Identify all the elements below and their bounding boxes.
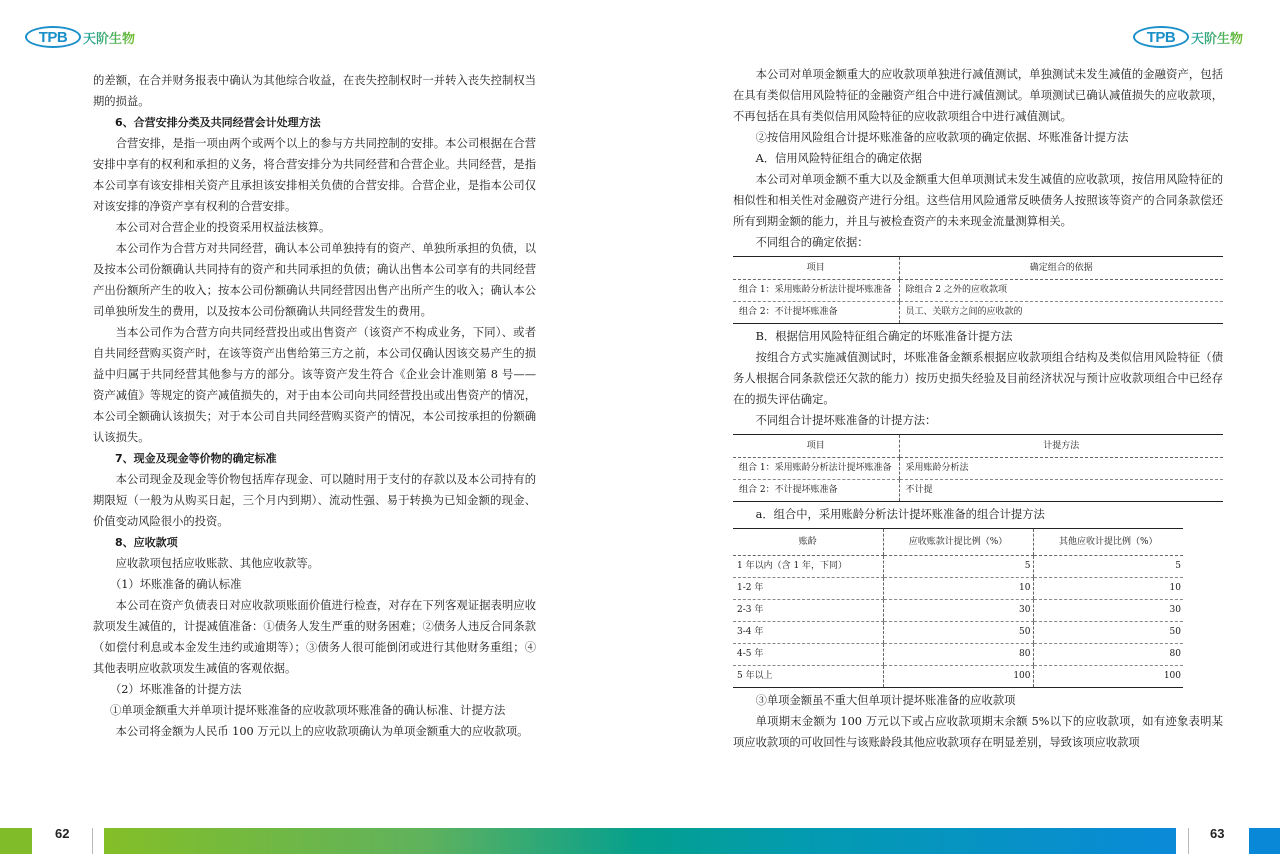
footer-blue-block (1249, 828, 1280, 854)
table-cell: 组合 2：不计提坏账准备 (739, 307, 838, 317)
table-cell: 组合 2：不计提坏账准备 (739, 485, 838, 495)
table-row (733, 600, 1183, 622)
table-header: 应收账款计提比例（%） (883, 529, 1033, 556)
table-header: 项目 (733, 435, 899, 458)
subheading: ③单项金额虽不重大但单项计提坏账准备的应收款项 (755, 694, 1016, 707)
table-row (733, 280, 1223, 302)
paragraph: 本公司对合营企业的投资采用权益法核算。 (115, 221, 331, 234)
paragraph: 的差额，在合并财务报表中确认为其他综合收益，在丧失控制权时一并转入丧失控制权当期的损益。 (93, 74, 536, 108)
table-cell: 3-4 年 (733, 622, 883, 644)
paragraph: 本公司作为合营方对共同经营，确认本公司单独持有的资产、单独所承担的负债，以及按本公司份额确认共同持有的资产和共同承担的负债；确认出售本公司享有的共同经营产出份额所产生的收入；按本公司份额确认共同经营因出售产出所产生的收入；确认本公司单独所发生的费用，以及按本公司份额确认共同经营发生的费用。 (93, 242, 536, 318)
page-number-left: 62 (55, 826, 70, 841)
subheading: ①单项金额重大并单项计提坏账准备的应收款项坏账准备的确认标准、计提方法 (109, 704, 506, 717)
section-heading-8: 8、应收款项 (115, 536, 178, 549)
table-cell: 组合 1：采用账龄分析法计提坏账准备 (733, 458, 899, 480)
table-row (733, 556, 1183, 578)
paragraph: 本公司在资产负债表日对应收款项账面价值进行检查，对存在下列客观证据表明应收款项发生减值的，计提减值准备：①债务人发生严重的财务困难；②债务人违反合同条款（如偿付利息或本金发生违约或逾期等）；③债务人很可能倒闭或进行其他财务重组；④其他表明应收款项发生减值的客观依据。 (93, 599, 536, 675)
table-cell: 50 (1033, 622, 1183, 644)
footer-green-block (0, 828, 32, 854)
subheading: A．信用风险特征组合的确定依据 (755, 152, 922, 165)
footer-divider (1188, 828, 1189, 854)
provision-method-table (733, 434, 1223, 502)
table-cell: 10 (883, 578, 1033, 600)
section-heading-6: 6、合营安排分类及共同经营会计处理方法 (115, 116, 321, 129)
table-row (733, 458, 1223, 480)
table-header: 其他应收计提比例（%） (1033, 529, 1183, 556)
table-cell: 员工、关联方之间的应收款的 (899, 302, 1223, 324)
company-logo (1133, 26, 1243, 48)
table-row (733, 578, 1183, 600)
paragraph: 当本公司作为合营方向共同经营投出或出售资产（该资产不构成业务，下同）、或者自共同经营购买资产时，在该等资产出售给第三方之前，本公司仅确认因该交易产生的损益中归属于共同经营其他参与方的部分。该等资产发生符合《企业会计准则第 8 号——资产减值》等规定的资产减值损失的，对于由本公司向共同经营投出或出售资产的情况，本公司全额确认该损失；对于本公司自共同经营购买资产的情况，本公司按承担的份额确认该损失。 (93, 326, 536, 444)
aging-ratio-table (733, 528, 1183, 688)
table-cell: 100 (883, 666, 1033, 688)
table-cell: 除组合 2 之外的应收款项 (899, 280, 1223, 302)
table-row (733, 480, 1223, 502)
subheading: B．根据信用风险特征组合确定的坏账准备计提方法 (755, 330, 1013, 343)
table-row (733, 622, 1183, 644)
paragraph: 本公司将金额为人民币 100 万元以上的应收款项确认为单项金额重大的应收款项。 (115, 725, 529, 738)
paragraph: 本公司现金及现金等价物包括库存现金、可以随时用于支付的存款以及本公司持有的期限短（一般为从购买日起，三个月内到期）、流动性强、易于转换为已知金额的现金、价值变动风险很小的投资。 (93, 473, 536, 528)
subheading: a．组合中，采用账龄分析法计提坏账准备的组合计提方法 (755, 508, 1045, 521)
table-cell: 2-3 年 (733, 600, 883, 622)
table-cell: 100 (1033, 666, 1183, 688)
table-cell: 30 (883, 600, 1033, 622)
table-cell: 1-2 年 (733, 578, 883, 600)
company-logo (25, 26, 135, 48)
section-heading-7: 7、现金及现金等价物的确定标准 (115, 452, 277, 465)
portfolio-basis-table (733, 256, 1223, 324)
right-page-body (733, 64, 1223, 753)
table-cell: 4-5 年 (733, 644, 883, 666)
subheading: （1）坏账准备的确认标准 (109, 578, 242, 591)
table-row (733, 666, 1183, 688)
tpb-logo-mark: TPB (25, 26, 81, 48)
paragraph: 不同组合的确定依据： (755, 236, 869, 249)
table-header: 项目 (733, 257, 899, 280)
table-row (733, 302, 1223, 324)
table-row (733, 644, 1183, 666)
right-page (640, 0, 1280, 854)
subheading: ②按信用风险组合计提坏账准备的应收款项的确定依据、坏账准备计提方法 (755, 131, 1129, 144)
footer-gradient-bar (104, 828, 1176, 854)
paragraph: 单项期末金额为 100 万元以下或占应收款项期末余额 5%以下的应收款项，如有迹象表明某项应收款项的可收回性与该账龄段其他应收款项存在明显差别，导致该项应收款项 (733, 715, 1223, 749)
table-cell: 30 (1033, 600, 1183, 622)
left-page-body (93, 70, 536, 742)
table-cell: 80 (883, 644, 1033, 666)
table-header: 账龄 (733, 529, 883, 556)
paragraph: 本公司对单项金额重大的应收款项单独进行减值测试，单独测试未发生减值的金融资产，包括在具有类似信用风险特征的金融资产组合中进行减值测试。单项测试已确认减值损失的应收款项，不再包括在具有类似信用风险特征的应收款项组合中进行减值测试。 (733, 68, 1223, 123)
paragraph: 合营安排，是指一项由两个或两个以上的参与方共同控制的安排。本公司根据在合营安排中享有的权利和承担的义务，将合营安排分为共同经营和合营企业。共同经营，是指本公司享有该安排相关资产且承担该安排相关负债的合营安排。合营企业，是指本公司仅对该安排的净资产享有权利的合营安排。 (93, 137, 536, 213)
paragraph: 不同组合计提坏账准备的计提方法： (755, 414, 937, 427)
company-name: 天阶生物 (1191, 28, 1243, 47)
table-header: 计提方法 (899, 435, 1223, 458)
table-cell: 10 (1033, 578, 1183, 600)
tpb-logo-mark: TPB (1133, 26, 1189, 48)
footer-divider (92, 828, 93, 854)
paragraph: 按组合方式实施减值测试时，坏账准备金额系根据应收款项组合结构及类似信用风险特征（债务人根据合同条款偿还欠款的能力）按历史损失经验及目前经济状况与预计应收款项组合中已经存在的损失评估确定。 (733, 351, 1223, 406)
company-name: 天阶生物 (83, 28, 135, 47)
table-cell: 不计提 (899, 480, 1223, 502)
table-cell: 5 (1033, 556, 1183, 578)
table-cell: 50 (883, 622, 1033, 644)
table-cell: 1 年以内（含 1 年，下同） (733, 556, 883, 578)
paragraph: 应收款项包括应收账款、其他应收款等。 (115, 557, 319, 570)
table-header: 确定组合的依据 (899, 257, 1223, 280)
paragraph: 本公司对单项金额不重大以及金额重大但单项测试未发生减值的应收款项，按信用风险特征的相似性和相关性对金融资产进行分组。这些信用风险通常反映债务人按照该等资产的合同条款偿还所有到期金额的能力，并且与被检查资产的未来现金流量测算相关。 (733, 173, 1223, 228)
page-number-right: 63 (1210, 826, 1225, 841)
table-cell: 5 年以上 (737, 671, 773, 681)
table-cell: 5 (883, 556, 1033, 578)
table-cell: 采用账龄分析法 (899, 458, 1223, 480)
table-cell: 80 (1033, 644, 1183, 666)
subheading: （2）坏账准备的计提方法 (109, 683, 242, 696)
table-cell: 组合 1：采用账龄分析法计提坏账准备 (733, 280, 899, 302)
